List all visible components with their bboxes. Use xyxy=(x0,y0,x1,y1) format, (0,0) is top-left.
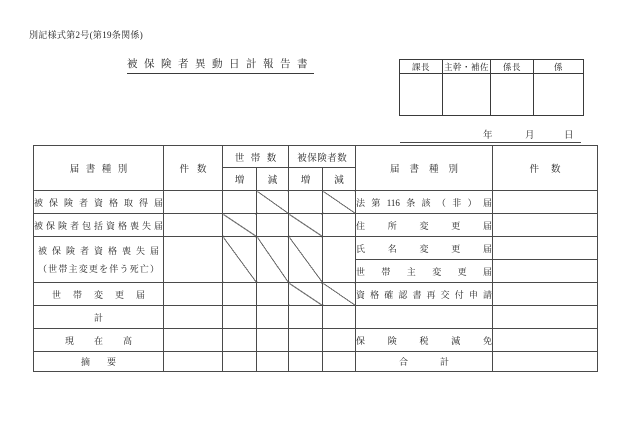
insured-increase-cell xyxy=(289,352,323,372)
households-increase-cell xyxy=(223,329,257,352)
approval-stamp-cell xyxy=(443,74,491,116)
insured-decrease-cell xyxy=(323,214,356,237)
row-label-acquisition: 被保険者資格取得届 xyxy=(34,191,164,214)
households-increase-cell xyxy=(223,306,257,329)
count-cell xyxy=(164,191,223,214)
insured-decrease-slash-cell xyxy=(323,283,356,306)
count-cell xyxy=(493,214,598,237)
row-label-comprehensive-loss: 被保険者包括資格喪失届 xyxy=(34,214,164,237)
header-insured-persons: 被保険者数 xyxy=(289,146,356,168)
households-increase-slash-cell xyxy=(223,214,257,237)
loss-label-line2: （世帯主変更を伴う死亡） xyxy=(38,263,159,274)
count-cell xyxy=(164,237,223,283)
table-row xyxy=(34,191,598,214)
households-decrease-cell xyxy=(257,214,289,237)
row-label-householder-change: 世帯主変更届 xyxy=(356,260,493,283)
two-line-label xyxy=(34,238,163,282)
households-increase-cell xyxy=(223,352,257,372)
insured-increase-slash-cell xyxy=(289,214,323,237)
date-line xyxy=(400,128,581,143)
approval-stamp-cell xyxy=(534,74,584,116)
insured-increase-cell xyxy=(289,191,323,214)
insured-increase-slash-cell xyxy=(289,283,323,306)
insured-decrease-cell xyxy=(323,352,356,372)
approval-col-section-chief: 課長 xyxy=(400,60,443,74)
approval-stamp-cell xyxy=(400,74,443,116)
count-cell xyxy=(164,329,223,352)
header-row-1 xyxy=(34,146,598,168)
insured-decrease-cell xyxy=(323,329,356,352)
row-label-household-change: 世帯変更届 xyxy=(34,283,164,306)
page-title-wrap xyxy=(127,54,314,74)
row-label-grand-total: 合計 xyxy=(356,352,493,372)
row-label-total: 計 xyxy=(34,306,164,329)
row-label-remarks: 摘要 xyxy=(34,352,164,372)
row-label-certificate-reissue: 資格確認書再交付申請 xyxy=(356,283,493,306)
header-households-increase: 増 xyxy=(223,168,257,191)
month-label: 月 xyxy=(525,131,535,141)
header-count-right: 件数 xyxy=(493,146,598,191)
header-report-type-left: 届書種別 xyxy=(34,146,164,191)
count-cell xyxy=(164,306,223,329)
approval-stamp-box xyxy=(399,59,584,116)
households-decrease-cell xyxy=(257,352,289,372)
header-households: 世帯数 xyxy=(223,146,289,168)
day-label: 日 xyxy=(564,131,574,141)
loss-label-line1: 被保険者資格喪失届 xyxy=(38,245,159,256)
count-cell xyxy=(493,237,598,260)
table-row xyxy=(34,352,598,372)
row-label-current-balance: 現在高 xyxy=(34,329,164,352)
header-households-decrease: 減 xyxy=(257,168,289,191)
approval-stamp-cell xyxy=(491,74,534,116)
count-cell xyxy=(493,329,598,352)
form-number: 別記様式第2号(第19条関係) xyxy=(29,30,143,40)
approval-col-staff: 係 xyxy=(534,60,584,74)
insured-decrease-cell xyxy=(323,237,356,283)
approval-col-subsection-chief: 係長 xyxy=(491,60,534,74)
households-increase-cell xyxy=(223,283,257,306)
insured-increase-cell xyxy=(289,329,323,352)
households-increase-slash-cell xyxy=(223,237,257,283)
row-label-name-change: 氏名変更届 xyxy=(356,237,493,260)
table-row xyxy=(34,306,598,329)
insured-decrease-slash-cell xyxy=(323,191,356,214)
approval-stamp-row xyxy=(400,74,584,116)
count-cell xyxy=(493,352,598,372)
approval-col-senior-staff: 主幹・補佐 xyxy=(443,61,489,72)
households-decrease-slash-cell xyxy=(257,191,289,214)
row-label-blank xyxy=(356,306,493,329)
insured-increase-slash-cell xyxy=(289,237,323,283)
households-increase-cell xyxy=(223,191,257,214)
table-row xyxy=(34,329,598,352)
count-cell xyxy=(164,352,223,372)
households-decrease-cell xyxy=(257,283,289,306)
approval-header-row xyxy=(400,60,584,74)
row-label-tax-reduction: 保険税減免 xyxy=(356,329,493,352)
header-report-type-right: 届書種別 xyxy=(356,146,493,191)
count-cell xyxy=(164,283,223,306)
row-label-loss-by-death xyxy=(34,237,164,283)
table-row xyxy=(34,214,598,237)
households-decrease-cell xyxy=(257,329,289,352)
insured-increase-cell xyxy=(289,306,323,329)
insured-decrease-cell xyxy=(323,306,356,329)
header-insured-decrease: 減 xyxy=(323,168,356,191)
count-cell xyxy=(164,214,223,237)
report-table xyxy=(33,145,598,372)
households-decrease-cell xyxy=(257,306,289,329)
year-label: 年 xyxy=(483,131,493,141)
header-count-left: 件数 xyxy=(164,146,223,191)
count-cell xyxy=(493,260,598,283)
count-cell xyxy=(493,306,598,329)
count-cell xyxy=(493,283,598,306)
households-decrease-slash-cell xyxy=(257,237,289,283)
row-label-article-116: 法第116条該（非）届 xyxy=(356,191,493,214)
header-insured-increase: 増 xyxy=(289,168,323,191)
page-title: 被保険者異動日計報告書 xyxy=(127,56,314,74)
row-label-address-change: 住所変更届 xyxy=(356,214,493,237)
table-row xyxy=(34,237,598,260)
count-cell xyxy=(493,191,598,214)
table-row xyxy=(34,283,598,306)
